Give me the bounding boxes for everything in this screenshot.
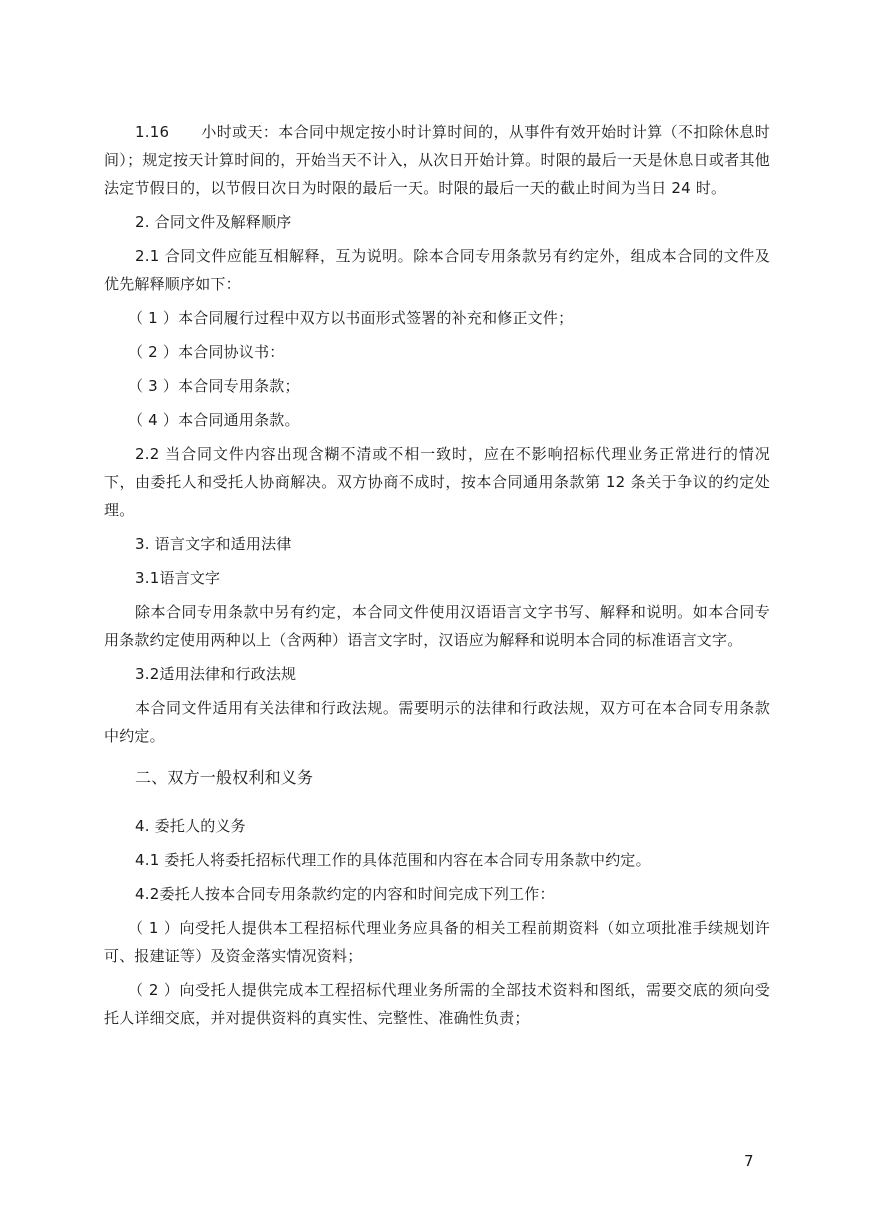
paragraph: 3.2适用法律和行政法规: [135, 665, 297, 683]
clause-number: 1.16: [135, 123, 170, 141]
clauses-general: [104, 208, 770, 750]
paragraph: 2. 合同文件及解释顺序: [135, 213, 292, 231]
document-body: [104, 118, 770, 1038]
list-item: （ 4 ）本合同通用条款。: [128, 411, 300, 429]
page-number: 7: [744, 1152, 754, 1170]
paragraph: 本合同文件适用有关法律和行政法规。需要明示的法律和行政法规，双方可在本合同专用条款中约定。: [104, 699, 770, 745]
paragraph: 3.1语言文字: [135, 569, 221, 587]
paragraph: 4. 委托人的义务: [135, 817, 246, 835]
list-item: （ 2 ）向受托人提供完成本工程招标代理业务所需的全部技术资料和图纸，需要交底的须向受托人详细交底，并对提供资料的真实性、完整性、准确性负责；: [104, 981, 770, 1027]
paragraph: 除本合同专用条款中另有约定，本合同文件使用汉语语言文字书写、解释和说明。如本合同专用条款约定使用两种以上（含两种）语言文字时，汉语应为解释和说明本合同的标准语言文字。: [104, 603, 770, 649]
list-item: （ 1 ）向受托人提供本工程招标代理业务应具备的相关工程前期资料（如立项批准手续规划许可、报建证等）及资金落实情况资料；: [104, 919, 770, 965]
section-heading: 二、双方一般权利和义务: [135, 768, 314, 787]
paragraph: 3. 语言文字和适用法律: [135, 535, 292, 553]
list-item: （ 3 ）本合同专用条款；: [128, 377, 300, 395]
clauses-obligations: [104, 812, 770, 1032]
clause-1-16: [104, 118, 770, 202]
list-item: （ 1 ）本合同履行过程中双方以书面形式签署的补充和修正文件；: [128, 309, 574, 327]
paragraph: 4.2委托人按本合同专用条款约定的内容和时间完成下列工作：: [135, 885, 555, 903]
paragraph: 4.1 委托人将委托招标代理工作的具体范围和内容在本合同专用条款中约定。: [135, 851, 651, 869]
paragraph: 2.2 当合同文件内容出现含糊不清或不相一致时，应在不影响招标代理业务正常进行的情况下，由委托人和受托人协商解决。双方协商不成时，按本合同通用条款第 12 条关于争议的约定处理。: [104, 445, 770, 519]
clause-text: 小时或天：本合同中规定按小时计算时间的，从事件有效开始时计算（不扣除休息时间）；规定按天计算时间的，开始当天不计入，从次日开始计算。时限的最后一天是休息日或者其他法定节假日的，以节假日次日为时限的最后一天。时限的最后一天的截止时间为当日 24 时。: [104, 123, 770, 197]
list-item: （ 2 ）本合同协议书：: [128, 343, 285, 361]
paragraph: 2.1 合同文件应能互相解释，互为说明。除本合同专用条款另有约定外，组成本合同的文件及优先解释顺序如下：: [104, 247, 770, 293]
